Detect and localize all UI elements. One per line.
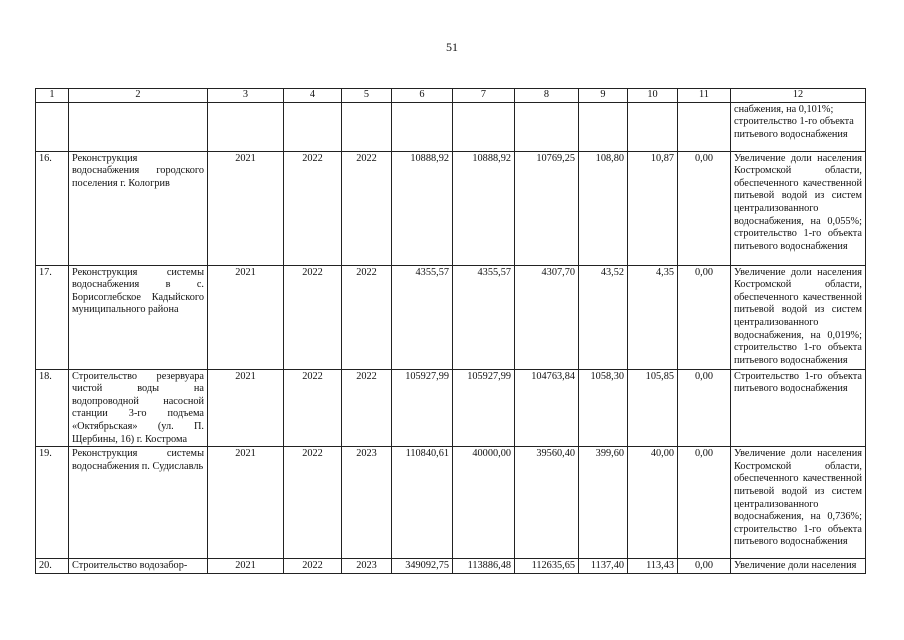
column-header: 4: [284, 89, 342, 103]
cost-value: 399,60: [579, 447, 628, 559]
column-header: 6: [392, 89, 453, 103]
cost-value: 113886,48: [453, 559, 515, 574]
cost-value: 43,52: [579, 265, 628, 369]
end-year: 2022: [284, 151, 342, 265]
cost-value: 39560,40: [515, 447, 579, 559]
row-number: 19.: [36, 447, 69, 559]
row-number: 16.: [36, 151, 69, 265]
row-number: 20.: [36, 559, 69, 574]
start-year: 2021: [208, 265, 284, 369]
expected-result: Увеличение доли населения: [731, 559, 866, 574]
column-header: 10: [628, 89, 678, 103]
table-row: [36, 265, 866, 369]
cost-value: 0,00: [678, 559, 731, 574]
column-header: 8: [515, 89, 579, 103]
row-number: 18.: [36, 369, 69, 447]
column-header: 7: [453, 89, 515, 103]
cell-empty: [284, 102, 342, 151]
cell-empty: [392, 102, 453, 151]
start-year: 2021: [208, 559, 284, 574]
cost-value: 349092,75: [392, 559, 453, 574]
cell-empty: [208, 102, 284, 151]
cost-value: 104763,84: [515, 369, 579, 447]
cost-value: 4355,57: [392, 265, 453, 369]
column-header: 9: [579, 89, 628, 103]
table-row: [36, 369, 866, 447]
cell-empty: [515, 102, 579, 151]
cost-value: 10888,92: [453, 151, 515, 265]
object-name: Реконструкция системы водоснабжения в с. Борисоглебское Кадыйского муниципального района: [69, 265, 208, 369]
end-year: 2022: [342, 369, 392, 447]
table-row: [36, 447, 866, 559]
cost-value: 105927,99: [453, 369, 515, 447]
end-year: 2022: [284, 265, 342, 369]
cell-empty: [579, 102, 628, 151]
cost-value: 4307,70: [515, 265, 579, 369]
row-number: 17.: [36, 265, 69, 369]
program-table: [35, 88, 866, 574]
cost-value: 0,00: [678, 369, 731, 447]
cost-value: 40000,00: [453, 447, 515, 559]
cell-empty: [36, 102, 69, 151]
cost-value: 112635,65: [515, 559, 579, 574]
cost-value: 113,43: [628, 559, 678, 574]
cell-empty: [342, 102, 392, 151]
cost-value: 10,87: [628, 151, 678, 265]
end-year: 2023: [342, 559, 392, 574]
cost-value: 4,35: [628, 265, 678, 369]
continuation-row: [36, 102, 866, 151]
column-header: 3: [208, 89, 284, 103]
cost-value: 4355,57: [453, 265, 515, 369]
result-line: питьевого водоснабжения: [734, 128, 848, 140]
cost-value: 0,00: [678, 447, 731, 559]
table-row: [36, 559, 866, 574]
column-header: 11: [678, 89, 731, 103]
cost-value: 110840,61: [392, 447, 453, 559]
end-year: 2022: [284, 369, 342, 447]
object-name: Реконструкция системы водоснабжения п. Судиславль: [69, 447, 208, 559]
end-year: 2022: [342, 151, 392, 265]
expected-result: Увеличение доли населения Костромской области, обеспеченного качественной питьевой водой из систем централизованного водоснабжения, на 0,055%; строительство 1-го объекта питьевого водоснабжения: [731, 151, 866, 265]
page-number: 51: [446, 40, 458, 54]
result-line: строительство 1-го объекта: [734, 116, 854, 128]
start-year: 2021: [208, 447, 284, 559]
end-year: 2022: [284, 447, 342, 559]
column-header: 12: [731, 89, 866, 103]
column-header: 2: [69, 89, 208, 103]
end-year: 2022: [284, 559, 342, 574]
start-year: 2021: [208, 369, 284, 447]
cost-value: 108,80: [579, 151, 628, 265]
column-header: 1: [36, 89, 69, 103]
cost-value: 10769,25: [515, 151, 579, 265]
cell-empty: [69, 102, 208, 151]
expected-result: Увеличение доли населения Костромской области, обеспеченного качественной питьевой водой из систем централизованного водоснабжения, на 0,019%; строительство 1-го объекта питьевого водоснабжения: [731, 265, 866, 369]
start-year: 2021: [208, 151, 284, 265]
cost-value: 10888,92: [392, 151, 453, 265]
expected-result: Строительство 1-го объекта питьевого водоснабжения: [731, 369, 866, 447]
result-line: снабжения, на 0,101%;: [734, 103, 834, 115]
end-year: 2022: [342, 265, 392, 369]
cell-empty: [453, 102, 515, 151]
cost-value: 0,00: [678, 151, 731, 265]
cost-value: 40,00: [628, 447, 678, 559]
column-header: 5: [342, 89, 392, 103]
table-row: [36, 151, 866, 265]
cost-value: 0,00: [678, 265, 731, 369]
cost-value: 105927,99: [392, 369, 453, 447]
continuation-result: [731, 102, 866, 151]
object-name: Реконструкция водоснабжения городского поселения г. Кологрив: [69, 151, 208, 265]
cost-value: 1058,30: [579, 369, 628, 447]
end-year: 2023: [342, 447, 392, 559]
object-name: Строительство резервуара чистой воды на водопроводной насосной станции 3-го подъема «Октябрьская» (ул. П. Щербины, 16) г. Кострома: [69, 369, 208, 447]
cost-value: 1137,40: [579, 559, 628, 574]
cell-empty: [628, 102, 678, 151]
object-name: Строительство водозабор-: [69, 559, 208, 574]
expected-result: Увеличение доли населения Костромской области, обеспеченного качественной питьевой водой из систем централизованного водоснабжения, на 0,736%; строительство 1-го объекта питьевого водоснабжения: [731, 447, 866, 559]
cost-value: 105,85: [628, 369, 678, 447]
cell-empty: [678, 102, 731, 151]
column-number-row: [36, 89, 866, 103]
